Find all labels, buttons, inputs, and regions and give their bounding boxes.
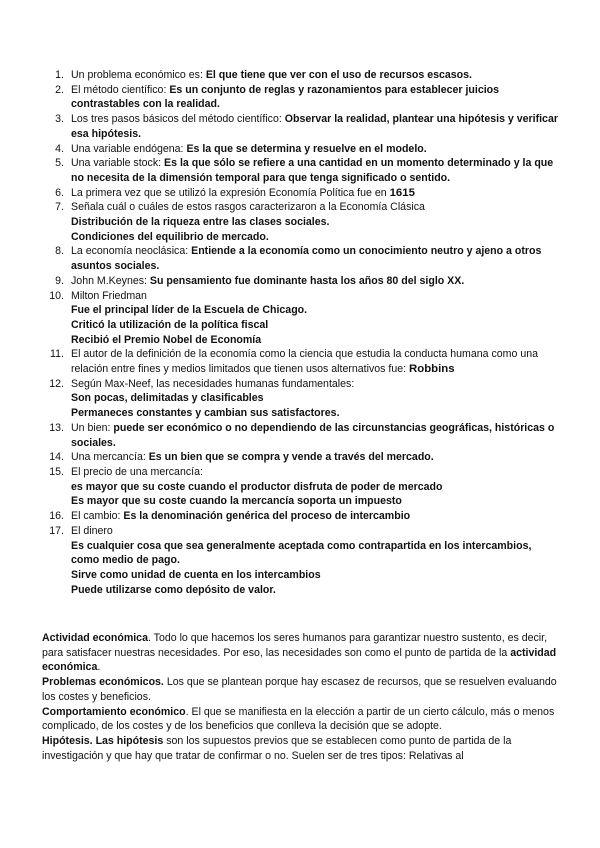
answer-line: Son pocas, delimitadas y clasificables [71, 392, 264, 405]
answer-line: Condiciones del equilibrio de mercado. [71, 230, 269, 243]
list-item [40, 421, 560, 450]
item-number: 8. [55, 245, 64, 258]
question-text: El precio de una mercancía: [71, 465, 203, 478]
answer-line: Criticó la utilización de la política fiscal [71, 318, 269, 331]
item-number: 5. [55, 157, 64, 170]
question-text: El cambio: [71, 510, 124, 523]
item-number: 10. [49, 289, 64, 302]
list-item [40, 142, 560, 157]
answer-line: Fue el principal líder de la Escuela de Chicago. [71, 304, 308, 317]
list-item [40, 450, 560, 465]
list-item [40, 509, 560, 524]
definition-paragraph [42, 675, 562, 704]
item-number: 13. [49, 421, 64, 434]
item-number: 1. [55, 69, 64, 81]
definition-term: Actividad económica [42, 632, 148, 644]
list-item [40, 347, 560, 376]
answer-text: Entiende a la economía como un conocimiento neutro y ajeno a otros asuntos sociales. [71, 245, 542, 273]
item-number: 7. [55, 201, 64, 214]
answer-line: Permaneces constantes y cambian sus satisfactores. [71, 407, 340, 420]
answer-text: Es un bien que se compra y vende a través del mercado. [148, 451, 434, 464]
answer-line: Sirve como unidad de cuenta en los intercambios [71, 568, 321, 581]
definition-term: Problemas económicos. [42, 676, 164, 689]
question-text: El autor de la definición de la economía como la ciencia que estudia la conducta humana como una relación entre fines y medios limitados que tienen usos alternativos fue: [71, 348, 539, 376]
list-item [40, 200, 560, 244]
list-item [40, 524, 560, 598]
question-text: Un problema económico es: [71, 69, 206, 81]
question-text: Una variable stock: [71, 157, 165, 170]
answer-text: 1615 [389, 186, 415, 199]
answer-line: Recibió el Premio Nobel de Economía [71, 333, 262, 346]
question-list [40, 68, 560, 597]
definition-term: Comportamiento económico [42, 705, 186, 718]
definition-term: Hipótesis. Las hipótesis [42, 734, 164, 747]
list-item [40, 274, 560, 289]
question-text: Una variable endógena: [71, 142, 187, 155]
item-number: 2. [55, 83, 64, 96]
definition-paragraph [42, 734, 562, 763]
question-text: Según Max-Neef, las necesidades humanas fundamentales: [71, 377, 355, 390]
question-text: Un bien: [71, 421, 114, 434]
question-text: El método científico: [71, 83, 170, 96]
answer-line: es mayor que su coste cuando el productor disfruta de poder de mercado [71, 480, 443, 493]
list-item [40, 68, 560, 83]
item-number: 12. [49, 377, 64, 390]
answer-text: Es la denominación genérica del proceso de intercambio [123, 510, 411, 523]
definition-text: son los supuestos previos que se establecen como punto de partida de la investigación y que hay que tratar de confirmar o no. Suelen ser de tres tipos: Relativas al [42, 734, 512, 762]
question-text: Los tres pasos básicos del método científico: [71, 113, 285, 126]
answer-line: Es mayor que su coste cuando la mercancía soporta un impuesto [71, 495, 402, 508]
question-text: Señala cuál o cuáles de estos rasgos caracterizaron a la Economía Clásica [71, 201, 425, 214]
answer-line: Es cualquier cosa que sea generalmente aceptada como contrapartida en los intercambios, como medio de pago. [71, 539, 532, 567]
definition-text: . El que se manifiesta en la elección a partir de un cierto cálculo, más o menos complicado, de los costes y de los beneficios que conlleva la decisión que se adopte. [42, 705, 555, 733]
list-item [40, 465, 560, 509]
question-text: La primera vez que se utilizó la expresión Economía Política fue en [71, 186, 390, 199]
question-text: Una mercancía: [71, 451, 149, 464]
definition-term: actividad económica [42, 646, 557, 674]
item-number: 14. [49, 451, 64, 464]
answer-text: Su pensamiento fue dominante hasta los años 80 del siglo XX. [149, 274, 465, 287]
item-number: 11. [50, 348, 64, 361]
answer-line: Puede utilizarse como depósito de valor. [71, 583, 276, 596]
item-number: 6. [55, 186, 64, 199]
definition-text: . Todo lo que hacemos los seres humanos para garantizar nuestro sustento, es decir, para satisfacer nuestras necesidades. Por eso, las necesidades son como el punto de partida de la [42, 632, 548, 659]
answer-text: Es la que sólo se refiere a una cantidad en un momento determinado y la que no necesita de la dimensión temporal para que tenga significado o sentido. [71, 157, 554, 184]
item-number: 16. [49, 510, 64, 523]
list-item [40, 156, 560, 185]
question-text: El dinero [71, 524, 113, 537]
question-text: La economía neoclásica: [71, 245, 192, 258]
answer-text: El que tiene que ver con el uso de recursos escasos. [205, 69, 472, 81]
answer-line: Distribución de la riqueza entre las clases sociales. [71, 216, 330, 229]
definition-text: Los que se plantean porque hay escasez de recursos, que se resuelven evaluando los costes y beneficios. [42, 676, 557, 703]
item-number: 17. [49, 524, 64, 537]
list-item [40, 186, 560, 201]
list-item [40, 83, 560, 112]
list-item [40, 289, 560, 348]
item-number: 3. [55, 113, 64, 126]
definition-paragraph [42, 705, 562, 734]
list-item [40, 112, 560, 141]
answer-text: Robbins [409, 363, 455, 376]
item-number: 15. [49, 465, 64, 478]
list-item [40, 377, 560, 421]
list-item [40, 244, 560, 273]
question-text: Milton Friedman [71, 289, 147, 302]
definitions-section [42, 631, 562, 763]
answer-text: Es la que se determina y resuelve en el modelo. [186, 142, 427, 155]
definition-text: . [97, 661, 101, 674]
definition-paragraph [42, 631, 562, 675]
answer-text: Es un conjunto de reglas y razonamientos para establecer juicios contrastables con la realidad. [71, 83, 500, 111]
answer-text: puede ser económico o no dependiendo de las circunstancias geográficas, históricas o sociales. [71, 421, 555, 449]
item-number: 4. [55, 142, 64, 155]
question-text: John M.Keynes: [71, 274, 150, 287]
answer-text: Observar la realidad, plantear una hipótesis y verificar esa hipótesis. [71, 113, 558, 140]
item-number: 9. [55, 274, 64, 287]
